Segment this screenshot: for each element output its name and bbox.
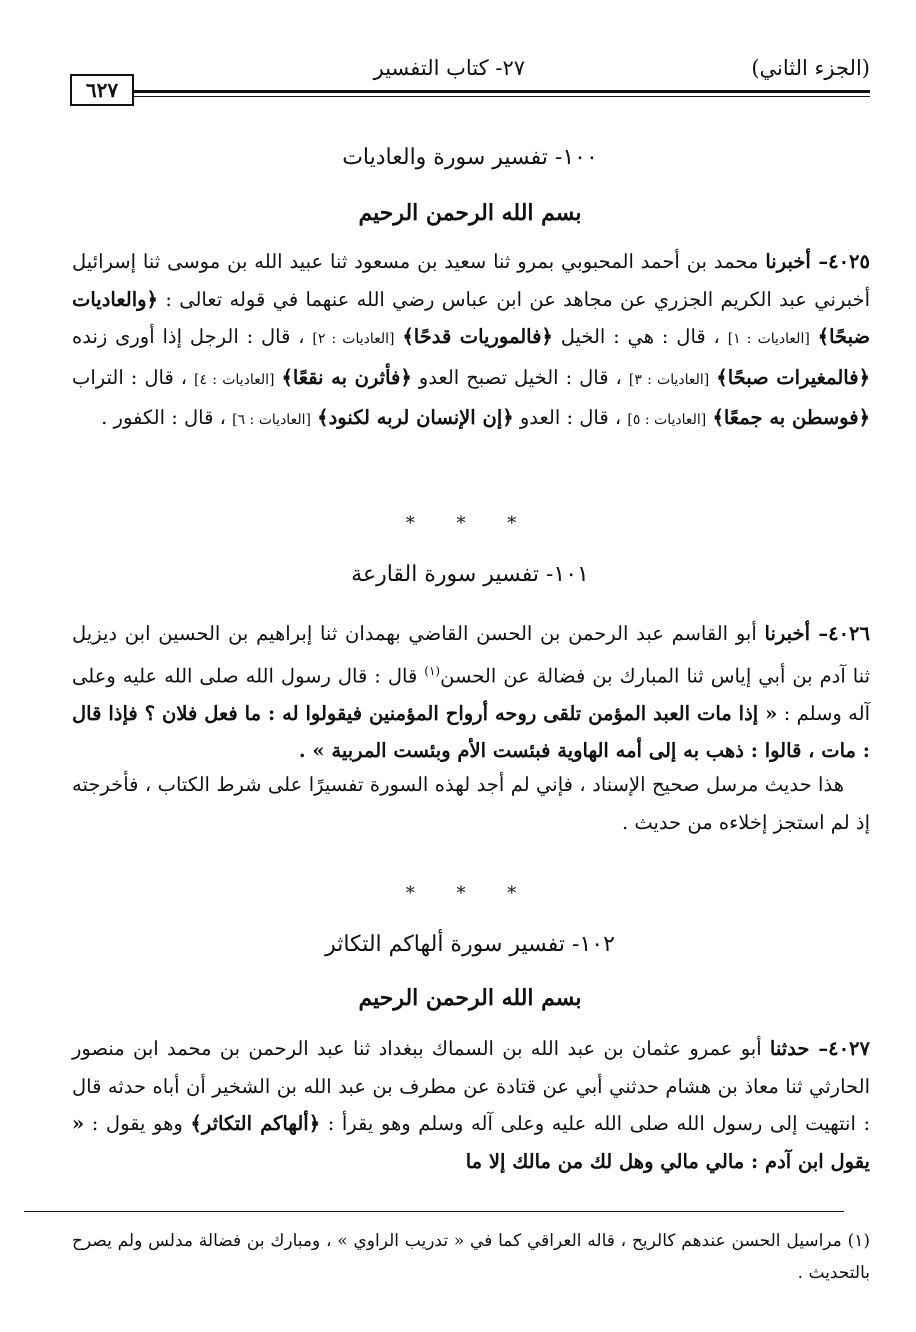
isnad-text: قال : قال رسول الله صلى الله عليه وعلى آله وسلم : (72, 664, 870, 725)
hadith-4025: ٤٠٢٥– أخبرنا محمد بن أحمد المحبوبي بمرو ثنا سعيد بن مسعود ثنا عبيد الله بن موسى ثنا إسرائيل أخبرني عبد الكريم الجزري عن مجاهد عن ابن عباس رضي الله عنهما في قوله تعالى : ﴿والعاديات ضبحًا﴾ [العاديات : ١] ، قال : هي : الخيل ﴿فالموريات قدحًا﴾ [العاديات : ٢] ، قال : الرجل إذا أورى زنده ﴿فالمغيرات صبحًا﴾ [العاديات : ٣] ، قال : الخيل تصبح العدو ﴿فأثرن به نقعًا﴾ [العاديات : ٤] ، قال : التراب ﴿فوسطن به جمعًا﴾ [العاديات : ٥] ، قال : العدو ﴿إن الإنسان لربه لكنود﴾ [العاديات : ٦] ، قال : الكفور . (72, 250, 871, 430)
isnad-text: أبو عمرو عثمان بن عبد الله بن السماك ببغداد ثنا عبد الرحمن بن محمد ابن منصور الحارثي ثنا معاذ بن هشام حدثني أبي عن قتادة عن مطرف بن عبد الله بن الشخير أن أباه حدثه قال : انتهيت إلى رسول الله صلى الله عليه وعلى آله وسلم وهو يقرأ : (72, 1037, 871, 1136)
hadith-matn: « إذا مات العبد المؤمن تلقى روحه أرواح المؤمنين فيقولوا له : ما فعل فلان ؟ فإذا قال : مات ، قالوا : ذهب به إلى أمه الهاوية فبئست الأم وبئست المربية » . (72, 701, 870, 763)
section-heading-qariah: ١٠١- تفسير سورة القارعة (351, 562, 589, 587)
commentary-text: ، قال : الكفور . (101, 406, 226, 430)
basmala: بسم الله الرحمن الرحيم (358, 985, 582, 1011)
quran-verse: ﴿فالموريات قدحًا﴾ (402, 325, 553, 349)
narration-verb: حدثنا (769, 1037, 810, 1060)
section-heading-takathur: ١٠٢- تفسير سورة ألهاكم التكاثر (325, 932, 615, 957)
quran-verse: ﴿والعاديات ضبحًا﴾ (72, 287, 871, 349)
author-comment: هذا حديث مرسل صحيح الإسناد ، فإني لم أجد لهذه السورة تفسيرًا على شرط الكتاب ، فأخرجته إذ لم استجز إخلاءه من حديث . (72, 773, 870, 834)
commentary-text: ، قال : الخيل تصبح العدو (418, 365, 622, 389)
footnote-marker: (١) (847, 1231, 870, 1251)
running-header (70, 56, 870, 102)
section-divider: * * * (405, 883, 535, 904)
book-title: ٢٧- كتاب التفسير (373, 56, 525, 80)
hadith-matn: « يقول ابن آدم : مالي مالي وهل لك من مالك إلا ما (72, 1112, 870, 1173)
commentary-text: ، قال : التراب (72, 365, 188, 389)
narration-verb: أخبرنا (764, 622, 810, 645)
verse-reference: [العاديات : ٢] (312, 331, 395, 348)
hadith-number: ٤٠٢٥ (828, 250, 871, 273)
hadith-4027: ٤٠٢٧– حدثنا أبو عمرو عثمان بن عبد الله بن السماك ببغداد ثنا عبد الرحمن بن محمد ابن منصور الحارثي ثنا معاذ بن هشام حدثني أبي عن قتادة عن مطرف بن عبد الله بن الشخير أن أباه حدثه قال : انتهيت إلى رسول الله صلى الله عليه وعلى آله وسلم وهو يقرأ : ﴿ألهاكم التكاثر﴾ وهو يقول : « يقول ابن آدم : مالي مالي وهل لك من مالك إلا ما (72, 1037, 871, 1173)
footnote-text: مراسيل الحسن عندهم كالريح ، قاله العراقي كما في « تدريب الراوي » ، ومبارك بن فضالة مدلس ولم يصرح بالتحديث . (72, 1231, 870, 1283)
quran-verse: ﴿فأثرن به نقعًا﴾ (281, 365, 412, 389)
commentary-text: ، قال : هي : الخيل (560, 325, 720, 349)
footnote-rule (24, 1211, 844, 1212)
hadith-number: ٤٠٢٧ (828, 1037, 870, 1060)
hadith-4026: ٤٠٢٦– أخبرنا أبو القاسم عبد الرحمن بن الحسن القاضي بهمدان ثنا إبراهيم بن الحسين ابن ديزيل ثنا آدم بن أبي إياس ثنا المبارك بن فضالة عن الحسن$^{(١)}$ قال : قال رسول الله صلى الله عليه وعلى آله وسلم : « إذا مات العبد المؤمن تلقى روحه أرواح المؤمنين فيقولوا له : ما فعل فلان ؟ فإذا قال : مات ، قالوا : ذهب به إلى أمه الهاوية فبئست الأم وبئست المربية » . (72, 622, 871, 763)
isnad-text: وهو يقول : (91, 1112, 183, 1136)
header-rule-thin (134, 96, 870, 97)
verse-reference: [العاديات : ٣] (628, 371, 710, 388)
commentary-text: ، قال : العدو (519, 406, 622, 430)
header-rule (134, 90, 870, 93)
quran-verse: ﴿إن الإنسان لربه لكنود﴾ (317, 406, 514, 430)
hadith-number: ٤٠٢٦ (828, 622, 870, 645)
volume-label: (الجزء الثاني) (751, 56, 870, 80)
page-number: ٦٢٧ (70, 74, 134, 106)
quran-verse: ﴿فوسطن به جمعًا﴾ (712, 406, 870, 430)
isnad-text: أبو القاسم عبد الرحمن بن الحسن القاضي بهمدان ثنا إبراهيم بن الحسين ابن ديزيل ثنا آدم بن أبي إياس ثنا المبارك بن فضالة عن الحسن (72, 622, 871, 688)
commentary-text: ، قال : الرجل إذا أورى زنده (72, 325, 305, 349)
footnote (72, 1225, 870, 1289)
basmala: بسم الله الرحمن الرحيم (358, 200, 582, 226)
narration-verb: أخبرنا (765, 250, 811, 273)
verse-reference: [العاديات : ١] (727, 331, 810, 348)
isnad-text: محمد بن أحمد المحبوبي بمرو ثنا سعيد بن مسعود ثنا عبيد الله بن موسى ثنا إسرائيل أخبرني عبد الكريم الجزري عن مجاهد عن ابن عباس رضي الله عنهما في قوله تعالى : (72, 250, 870, 311)
verse-reference: [العاديات : ٦] (232, 412, 311, 429)
footnote-marker: (١) (424, 663, 441, 678)
verse-reference: [العاديات : ٤] (194, 371, 275, 388)
quran-verse: ﴿ألهاكم التكاثر﴾ (190, 1112, 321, 1136)
verse-reference: [العاديات : ٥] (627, 412, 707, 429)
quran-verse: ﴿فالمغيرات صبحًا﴾ (716, 365, 870, 389)
section-heading-adiyat: ١٠٠- تفسير سورة والعاديات (342, 145, 598, 170)
section-divider: * * * (405, 513, 535, 534)
